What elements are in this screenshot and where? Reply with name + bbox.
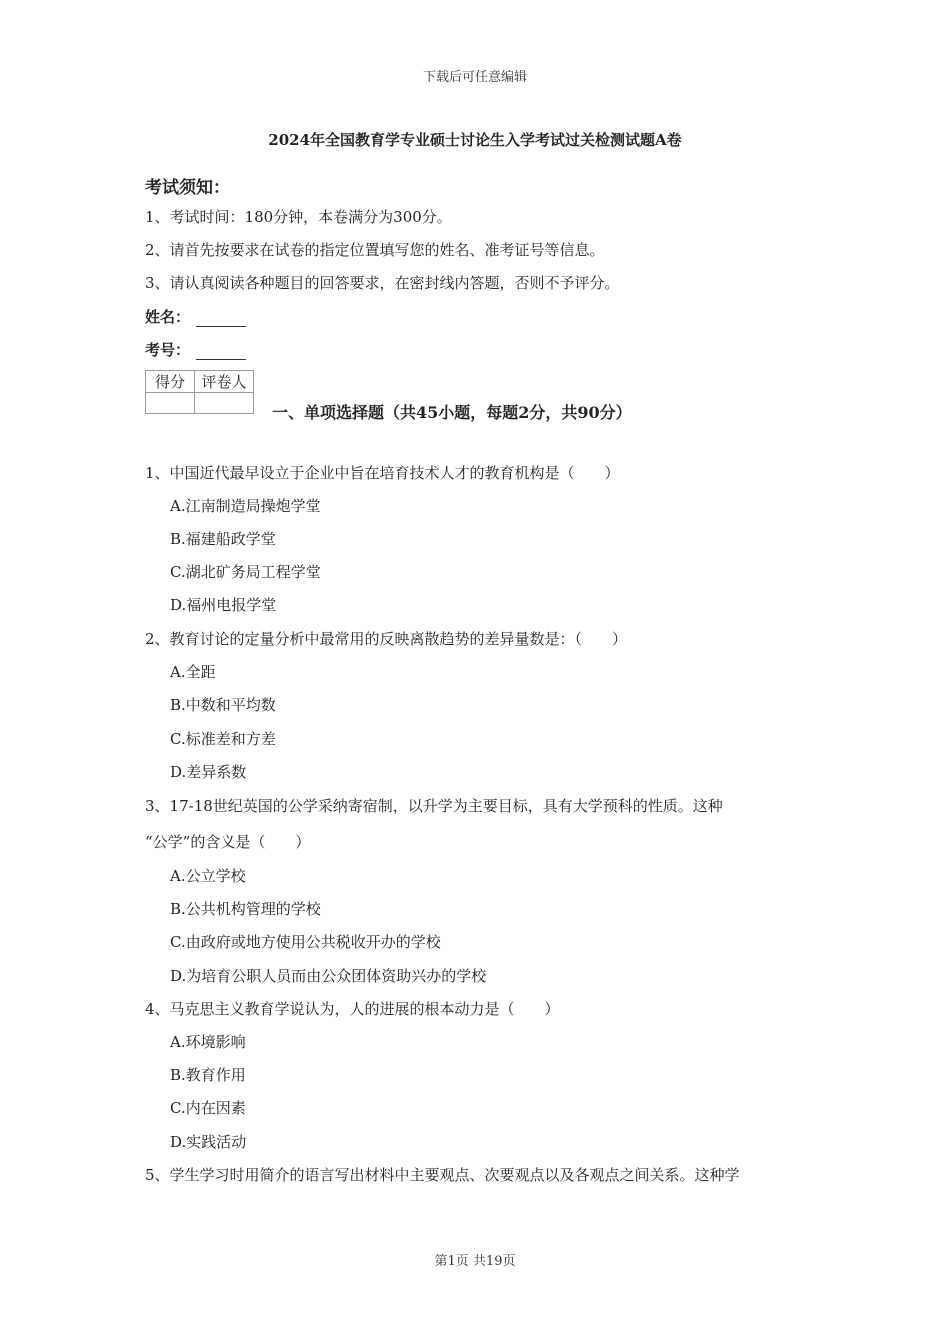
notice-item-2: 2、请首先按要求在试卷的指定位置填写您的姓名、准考证号等信息。	[145, 241, 605, 259]
question-3: 3、17-18世纪英国的公学采纳寄宿制，以升学为主要目标，具有大学预科的性质。这种	[145, 797, 723, 815]
question-4: 4、马克思主义教育学说认为，人的进展的根本动力是（ ）	[145, 1000, 560, 1018]
section-title: 一、单项选择题（共45小题，每题2分，共90分）	[272, 403, 632, 422]
option-3b: B.公共机构管理的学校	[170, 900, 321, 918]
question-1: 1、中国近代最早设立于企业中旨在培育技术人才的教育机构是（ ）	[145, 464, 620, 482]
option-4d: D.实践活动	[170, 1133, 247, 1151]
option-1a: A.江南制造局操炮学堂	[170, 497, 321, 515]
name-blank[interactable]	[196, 312, 246, 327]
option-2d: D.差异系数	[170, 763, 247, 781]
number-field	[145, 340, 246, 360]
option-4b: B.教育作用	[170, 1066, 246, 1084]
number-blank[interactable]	[196, 345, 246, 360]
name-label: 姓名：	[145, 308, 191, 326]
option-2a: A.全距	[170, 663, 216, 681]
header-note: 下载后可任意编辑	[422, 70, 527, 85]
page-footer: 第1页 共19页	[434, 1254, 516, 1269]
question-2: 2、教育讨论的定量分析中最常用的反映离散趋势的差异量数是：（ ）	[145, 630, 628, 648]
grader-header: 评卷人	[195, 371, 254, 393]
option-2b: B.中数和平均数	[170, 696, 276, 714]
option-3a: A.公立学校	[170, 867, 246, 885]
grader-cell[interactable]	[195, 393, 254, 414]
option-4c: C.内在因素	[170, 1099, 246, 1117]
question-5: 5、学生学习时用简介的语言写出材料中主要观点、次要观点以及各观点之间关系。这种学	[145, 1166, 740, 1184]
name-field	[145, 307, 246, 327]
option-2c: C.标准差和方差	[170, 730, 276, 748]
question-3-continued: “公学”的含义是（ ）	[145, 833, 311, 851]
document-title: 2024年全国教育学专业硕士讨论生入学考试过关检测试题A卷	[268, 131, 682, 149]
option-1c: C.湖北矿务局工程学堂	[170, 563, 321, 581]
score-cell[interactable]	[146, 393, 195, 414]
option-1b: B.福建船政学堂	[170, 530, 276, 548]
number-label: 考号：	[145, 341, 191, 359]
notice-item-1: 1、考试时间：180分钟，本卷满分为300分。	[145, 208, 452, 226]
option-3c: C.由政府或地方使用公共税收开办的学校	[170, 933, 441, 951]
notice-item-3: 3、请认真阅读各种题目的回答要求，在密封线内答题，否则不予评分。	[145, 274, 620, 292]
option-4a: A.环境影响	[170, 1033, 246, 1051]
option-1d: D.福州电报学堂	[170, 596, 277, 614]
score-header: 得分	[146, 371, 195, 393]
notice-heading: 考试须知：	[145, 178, 230, 198]
score-box	[145, 370, 254, 414]
option-3d: D.为培育公职人员而由公众团体资助兴办的学校	[170, 967, 487, 985]
